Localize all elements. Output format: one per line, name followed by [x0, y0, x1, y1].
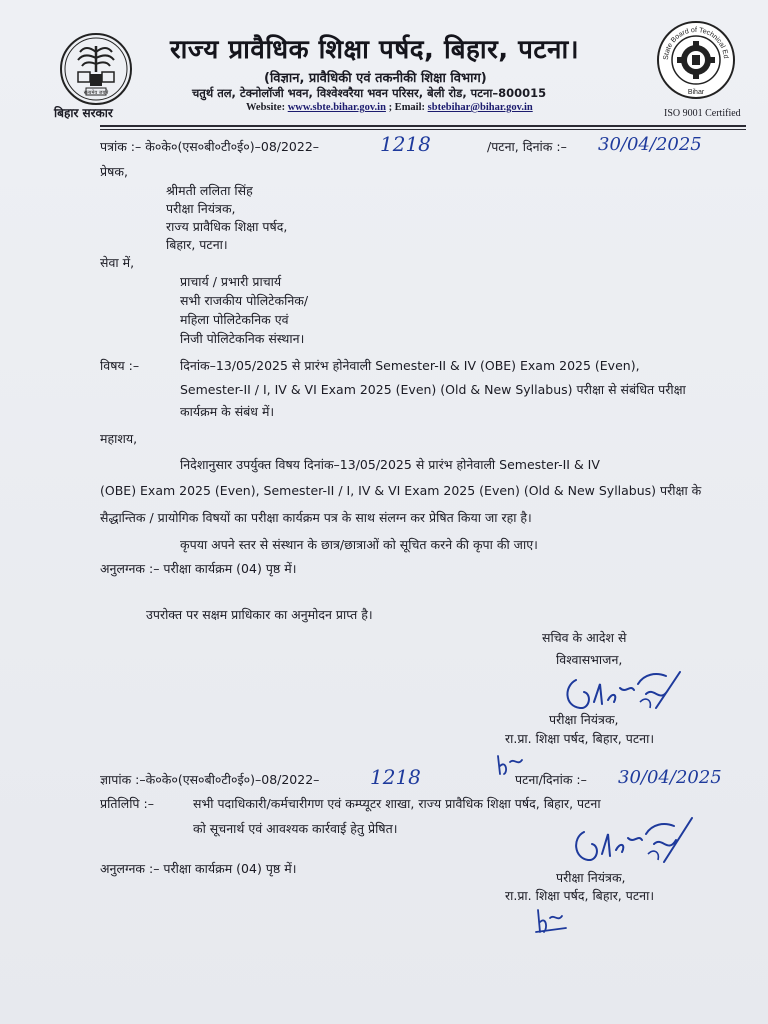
salutation: महाशय, [100, 431, 138, 446]
recipient-line: प्राचार्य / प्रभारी प्राचार्य [180, 274, 282, 289]
patrank-label: पत्रांक :– के०के०(एस०बी०टी०ई०)–08/2022– [100, 139, 320, 154]
enclosure-note: अनुलग्नक :– परीक्षा कार्यक्रम (04) पृष्ठ में। [100, 561, 297, 576]
govt-label: बिहार सरकार [54, 106, 113, 120]
contact-line [246, 102, 533, 113]
approval-note: उपरोक्त पर सक्षम प्राधिकार का अनुमोदन प्राप्त है। [146, 607, 373, 622]
sender-line: राज्य प्रावैधिक शिक्षा पर्षद, [166, 219, 288, 234]
emblem-caption: सत्यमेव जयते [83, 90, 109, 96]
copy-date-label: पटना/दिनांक :– [515, 772, 587, 787]
recipient-line: सभी राजकीय पोलिटेकनिक/ [180, 293, 309, 308]
closing-line: सचिव के आदेश से [542, 630, 627, 645]
subject-line: कार्यक्रम के संबंध में। [180, 404, 275, 419]
copy-enclosure-note: अनुलग्नक :– परीक्षा कार्यक्रम (04) पृष्ठ में। [100, 861, 297, 876]
body-line: कृपया अपने स्तर से संस्थान के छात्र/छात्राओं को सूचित करने की कृपा की जाए। [180, 537, 538, 552]
bihar-emblem-logo [56, 32, 136, 106]
sbte-seal-logo [656, 20, 736, 100]
copy-date-handwritten: 30/04/2025 [618, 767, 722, 788]
sender-line: परीक्षा नियंत्रक, [166, 201, 236, 216]
date-label: /पटना, दिनांक :– [487, 139, 567, 154]
sender-label: प्रेषक, [100, 164, 128, 179]
website-label: Website: [246, 102, 286, 113]
email-label: ; Email: [388, 102, 426, 113]
body-line: निदेशानुसार उपर्युक्त विषय दिनांक–13/05/2025 से प्रारंभ होनेवाली Semester-II & IV [180, 457, 600, 472]
signatory-office: रा.प्रा. शिक्षा पर्षद, बिहार, पटना। [505, 731, 655, 746]
recipient-line: निजी पोलिटेकनिक संस्थान। [180, 331, 305, 346]
body-line: (OBE) Exam 2025 (Even), Semester-II / I, IV & VI Exam 2025 (Even) (Old & New Syllabus) परीक्षा के [100, 483, 702, 498]
subject-label: विषय :– [100, 358, 140, 373]
signature-controller-copy [570, 810, 700, 870]
patrank-number-handwritten: 1218 [380, 132, 431, 156]
initials-mark-bottom [532, 906, 572, 936]
copy-label: प्रतिलिपि :– [100, 796, 154, 811]
sender-line: बिहार, पटना। [166, 237, 228, 252]
gyapank-label: ज्ञापांक :–के०के०(एस०बी०टी०ई०)–08/2022– [100, 772, 320, 787]
signatory-title: परीक्षा नियंत्रक, [549, 712, 619, 727]
copy-signatory-title: परीक्षा नियंत्रक, [556, 870, 626, 885]
seal-bottom-text: Bihar [687, 89, 705, 96]
department-line: (विज्ञान, प्रावैधिकी एवं तकनीकी शिक्षा विभाग) [264, 71, 487, 86]
recipient-label: सेवा में, [100, 255, 135, 270]
copy-signatory-office: रा.प्रा. शिक्षा पर्षद, बिहार, पटना। [505, 888, 655, 903]
copy-line: सभी पदाधिकारी/कर्मचारीगण एवं कम्प्यूटर शाखा, राज्य प्रावैधिक शिक्षा पर्षद, बिहार, पटना [193, 796, 601, 811]
body-line: सैद्धान्तिक / प्रायोगिक विषयों का परीक्षा कार्यक्रम पत्र के साथ संलग्न कर प्रेषित किया जा रहा है। [100, 510, 532, 525]
iso-certified-label: ISO 9001 Certified [664, 108, 741, 119]
board-title: राज्य प्रावैधिक शिक्षा पर्षद, बिहार, पटना। [170, 35, 580, 65]
copy-line: को सूचनार्थ एवं आवश्यक कार्रवाई हेतु प्रेषित। [193, 821, 398, 836]
date-handwritten: 30/04/2025 [598, 134, 702, 155]
closing-line: विश्वासभाजन, [556, 652, 623, 667]
header-rule-thin [100, 129, 746, 130]
recipient-line: महिला पोलिटेकनिक एवं [180, 312, 289, 327]
subject-line: दिनांक–13/05/2025 से प्रारंभ होनेवाली Semester-II & IV (OBE) Exam 2025 (Even), [180, 358, 640, 373]
header-rule [100, 125, 746, 127]
website-link[interactable]: www.sbte.bihar.gov.in [287, 102, 386, 113]
sender-line: श्रीमती ललिता सिंह [166, 183, 253, 198]
seal-ring-text: State Board of Technical Ed [662, 26, 730, 61]
subject-line: Semester-II / I, IV & VI Exam 2025 (Even) (Old & New Syllabus) परीक्षा से संबंधित परीक्षा [180, 382, 686, 397]
address-line: चतुर्थ तल, टेक्नोलॉजी भवन, विश्वेश्वरैया भवन परिसर, बेली रोड, पटना–800015 [192, 86, 547, 100]
email-link[interactable]: sbtebihar@bihar.gov.in [427, 102, 533, 113]
gyapank-number-handwritten: 1218 [370, 765, 421, 789]
